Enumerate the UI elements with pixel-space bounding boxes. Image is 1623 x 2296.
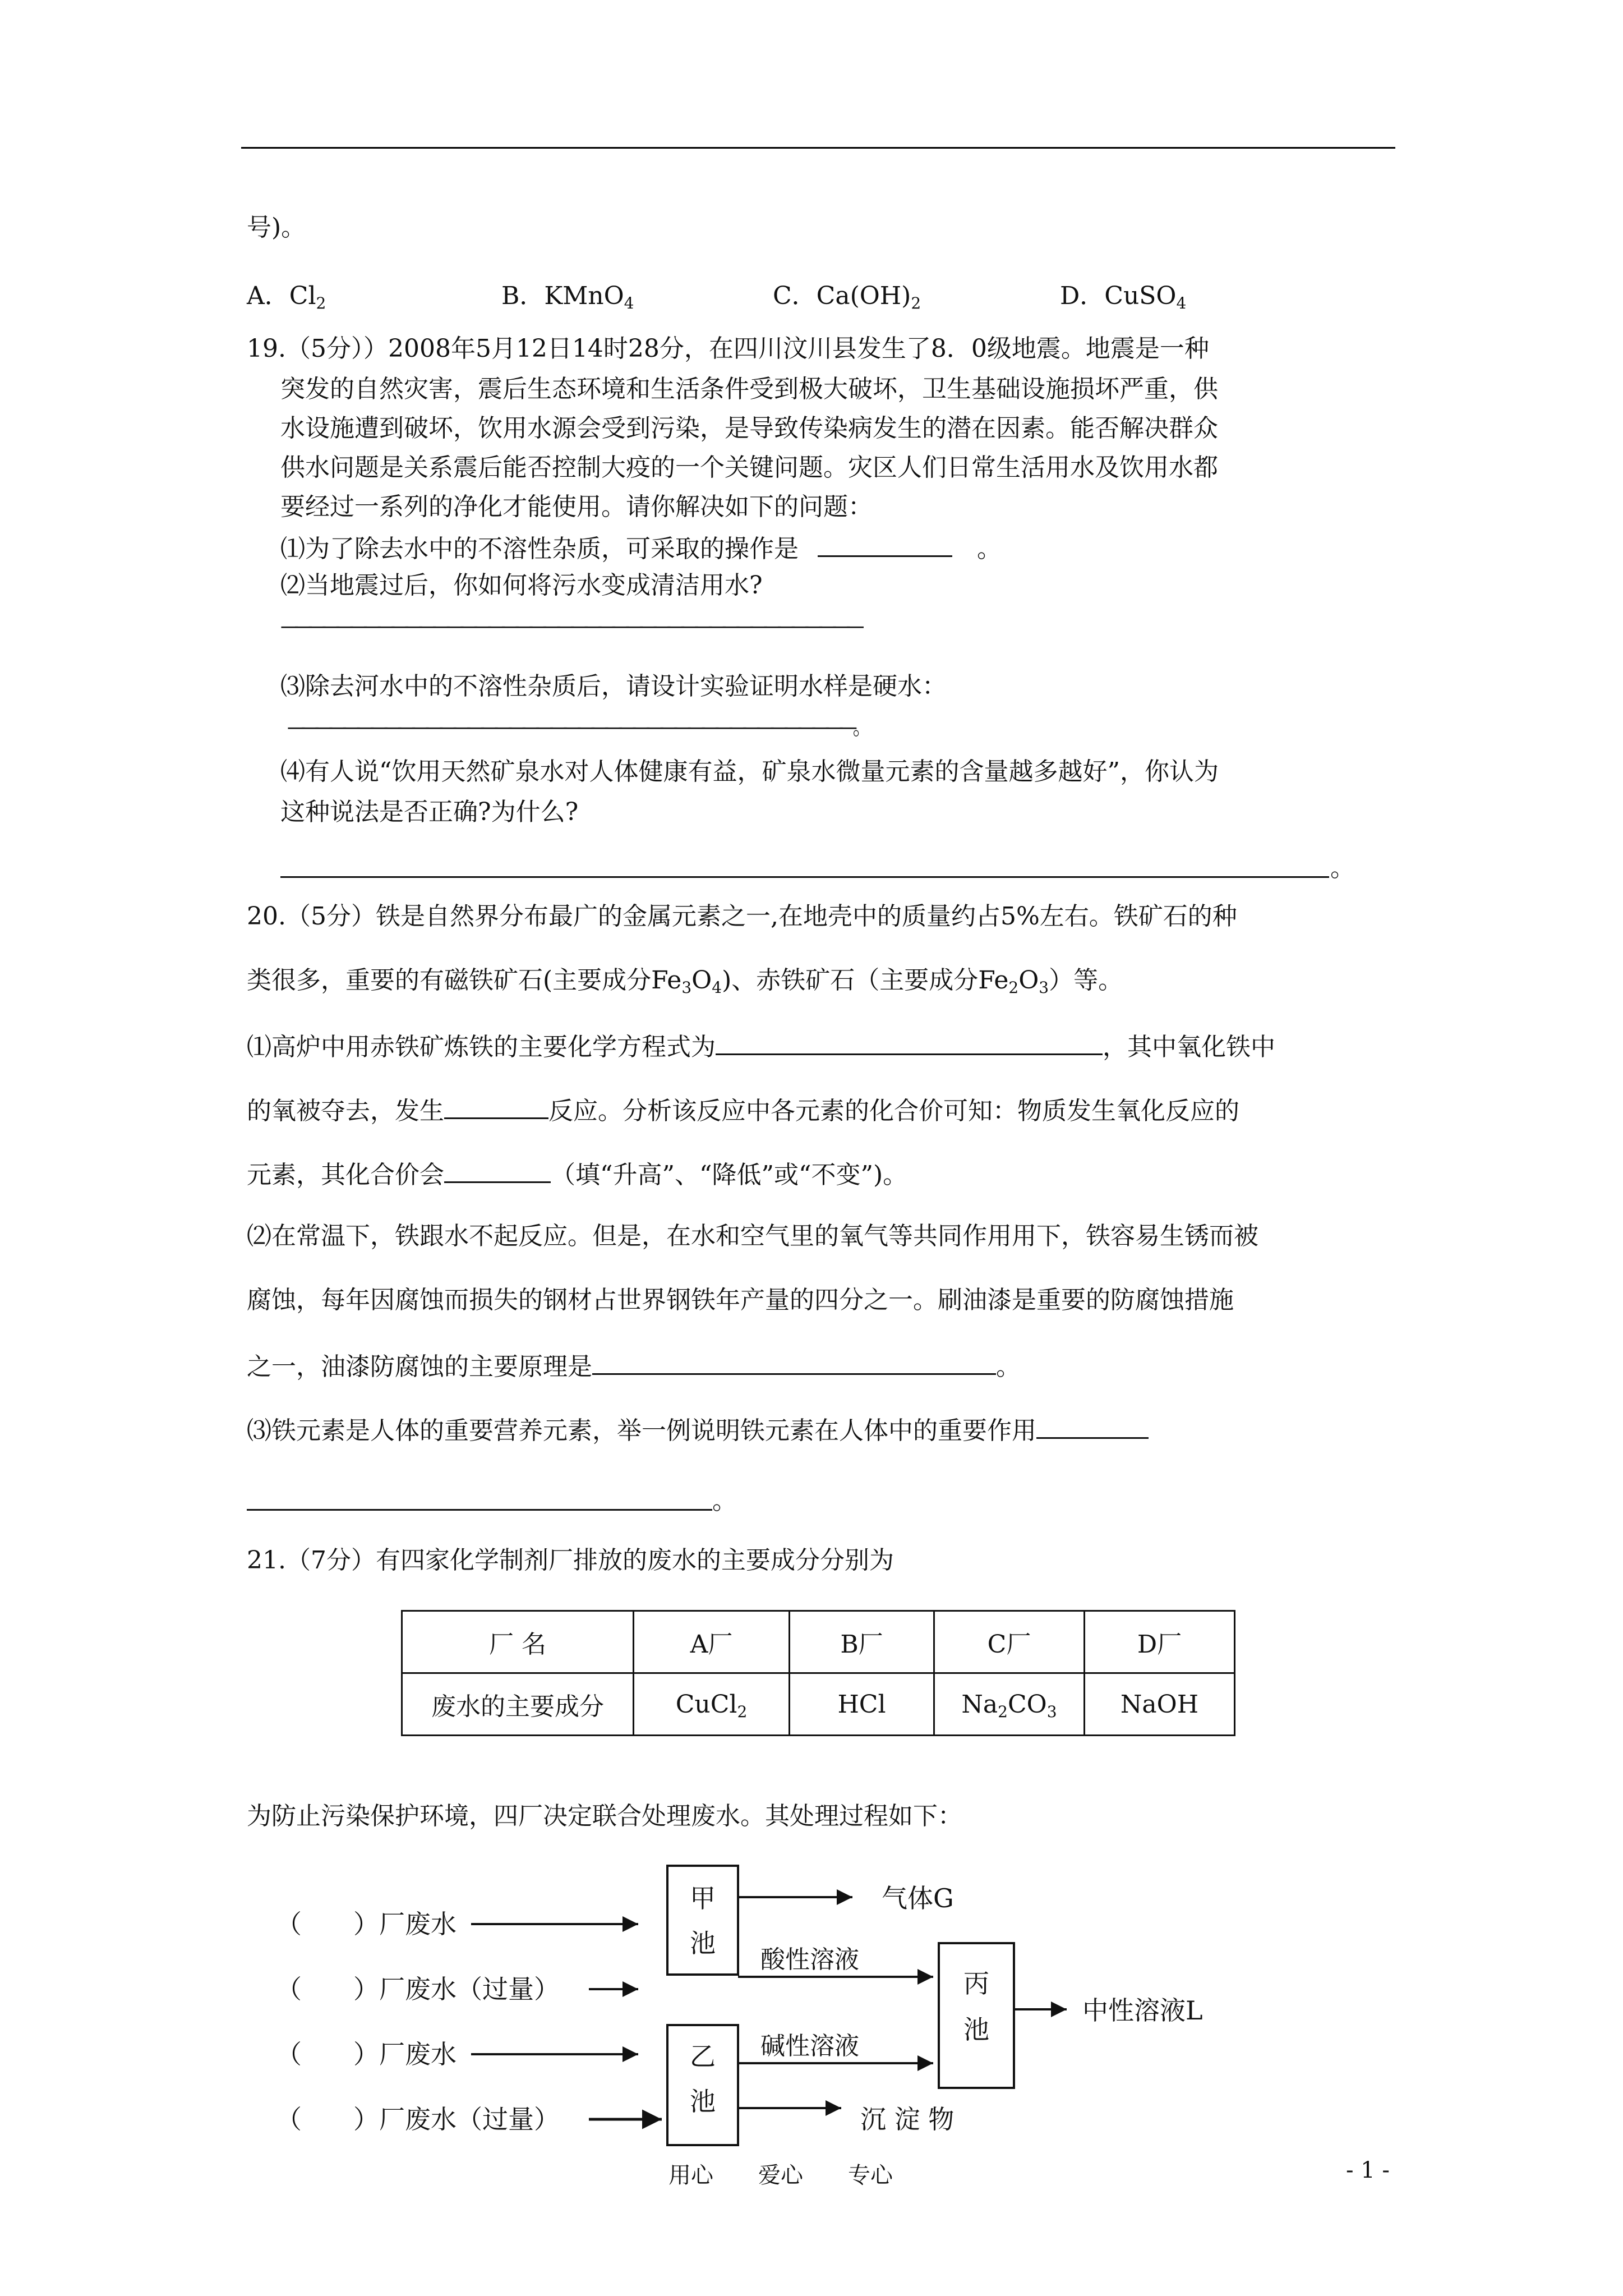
- pool-yi-label-1: 乙: [690, 2041, 716, 2072]
- base-solution-label: 碱性溶液: [760, 2032, 859, 2060]
- q20-line-2: 类很多，重要的有磁铁矿石(主要成分$Fe_3O_4$)、赤铁矿石（主要成分$Fe_2O_3$）等。: [247, 966, 1123, 997]
- q18-option-c: C．$Ca(OH)_2$: [773, 282, 921, 312]
- q21-intro: 21.（7分）有四家化学制剂厂排放的废水的主要成分分别为: [247, 1546, 894, 1575]
- q19-part-1: ⑴为了除去水中的不溶性杂质，可采取的操作是 。: [280, 531, 1002, 565]
- q19-line-5: 要经过一系列的净化才能使用。请你解决如下的问题：: [280, 493, 873, 521]
- acid-solution-label: 酸性溶液: [760, 1945, 859, 1974]
- table-cell: C厂: [934, 1611, 1085, 1673]
- flow-input-2: （ ）厂废水（过量）: [276, 1974, 560, 2004]
- table-cell: 废水的主要成分: [402, 1673, 634, 1736]
- q20-part-3-line-1: ⑶铁元素是人体的重要营养元素，举一例说明铁元素在人体中的重要作用: [247, 1412, 1149, 1447]
- table-cell: NaOH: [1085, 1673, 1235, 1736]
- q18-option-b: B．KMnO$_4$: [501, 282, 634, 312]
- q19-part-3-answer-line[interactable]: —————————————————————————————————————————。: [287, 714, 867, 740]
- page-number: - 1 -: [1346, 2157, 1390, 2183]
- q20-part-2-line-1: ⑵在常温下，铁跟水不起反应。但是，在水和空气里的氧气等共同作用用下，铁容易生锈而被: [247, 1222, 1258, 1250]
- table-cell: HCl: [790, 1673, 934, 1736]
- q18-option-d: D．CuSO$_4$: [1060, 282, 1187, 312]
- pool-jia-label-1: 甲: [690, 1883, 716, 1913]
- q20-part-1-line-1: ⑴高炉中用赤铁矿炼铁的主要化学方程式为 ，其中氧化铁中: [247, 1029, 1275, 1063]
- precipitate-label: 沉 淀 物: [860, 2104, 955, 2134]
- q19-part-2-answer-line[interactable]: ——————————————————————————————————————————: [280, 613, 860, 639]
- pool-bing-label-1: 丙: [963, 1968, 989, 1999]
- q19-line-4: 供水问题是关系震后能否控制大疫的一个关键问题。灾区人们日常生活用水及饮用水都: [280, 453, 1218, 482]
- q20-part-2-line-3: 之一，油漆防腐蚀的主要原理是 。: [247, 1349, 1021, 1383]
- flow-input-4: （ ）厂废水（过量）: [276, 2104, 560, 2134]
- q19-line-2: 突发的自然灾害，震后生态环境和生活条件受到极大破坏，卫生基础设施损坏严重，供: [280, 375, 1218, 403]
- q18-tail: 号)。: [247, 213, 306, 242]
- q19-part-4-line-2: 这种说法是否正确?为什么?: [280, 798, 579, 826]
- q19-part-4-end: 。: [1330, 854, 1355, 882]
- q19-part-2: ⑵当地震过后，你如何将污水变成清洁用水?: [280, 571, 763, 600]
- q20-part-1-line-2: 的氧被夺去，发生 反应。分析该反应中各元素的化合价可知：物质发生氧化反应的: [247, 1093, 1239, 1127]
- q19-part-4-line-1: ⑷有人说“饮用天然矿泉水对人体健康有益，矿泉水微量元素的含量越多越好”，你认为: [280, 757, 1219, 786]
- q20-line-1: 20.（5分）铁是自然界分布最广的金属元素之一,在地壳中的质量约占5%左右。铁矿石的种: [247, 902, 1237, 931]
- q19-line-1: 19.（5分））2008年5月12日14时28分，在四川汶川县发生了8．0级地震。地震是一种: [247, 334, 1209, 363]
- table-cell: B厂: [790, 1611, 934, 1673]
- q20-part-3-end: 。: [712, 1487, 737, 1515]
- q19-part-3: ⑶除去河水中的不溶性杂质后，请设计实验证明水样是硬水：: [280, 672, 947, 701]
- flow-input-1: （ ）厂废水: [276, 1909, 457, 1939]
- q20-part-2-line-2: 腐蚀，每年因腐蚀而损失的钢材占世界钢铁年产量的四分之一。刷油漆是重要的防腐蚀措施: [247, 1286, 1234, 1314]
- q19-line-3: 水设施遭到破坏，饮用水源会受到污染，是导致传染病发生的潜在因素。能否解决群众: [280, 414, 1218, 443]
- footer-motto: 用心 爱心 专心: [668, 2162, 893, 2188]
- q21-process-intro: 为防止污染保护环境，四厂决定联合处理废水。其处理过程如下：: [247, 1802, 962, 1830]
- pool-bing-label-2: 池: [963, 2014, 989, 2045]
- table-cell: D厂: [1085, 1611, 1235, 1673]
- table-cell: 厂 名: [402, 1611, 634, 1673]
- table-cell: A厂: [634, 1611, 790, 1673]
- pool-jia-label-2: 池: [690, 1928, 716, 1958]
- flow-input-3: （ ）厂废水: [276, 2039, 457, 2069]
- neutral-solution-label: 中性溶液L: [1082, 1995, 1203, 2026]
- table-cell: $Na_2CO_3$: [934, 1673, 1085, 1736]
- pool-yi-label-2: 池: [690, 2086, 716, 2116]
- q20-part-1-line-3: 元素，其化合价会 （填“升高”、“降低”或“不变”)。: [247, 1157, 907, 1191]
- gas-g-label: 气体G: [882, 1883, 954, 1913]
- table-cell: CuCl$_2$: [634, 1673, 790, 1736]
- q18-option-a: A．$Cl_2$: [247, 282, 326, 312]
